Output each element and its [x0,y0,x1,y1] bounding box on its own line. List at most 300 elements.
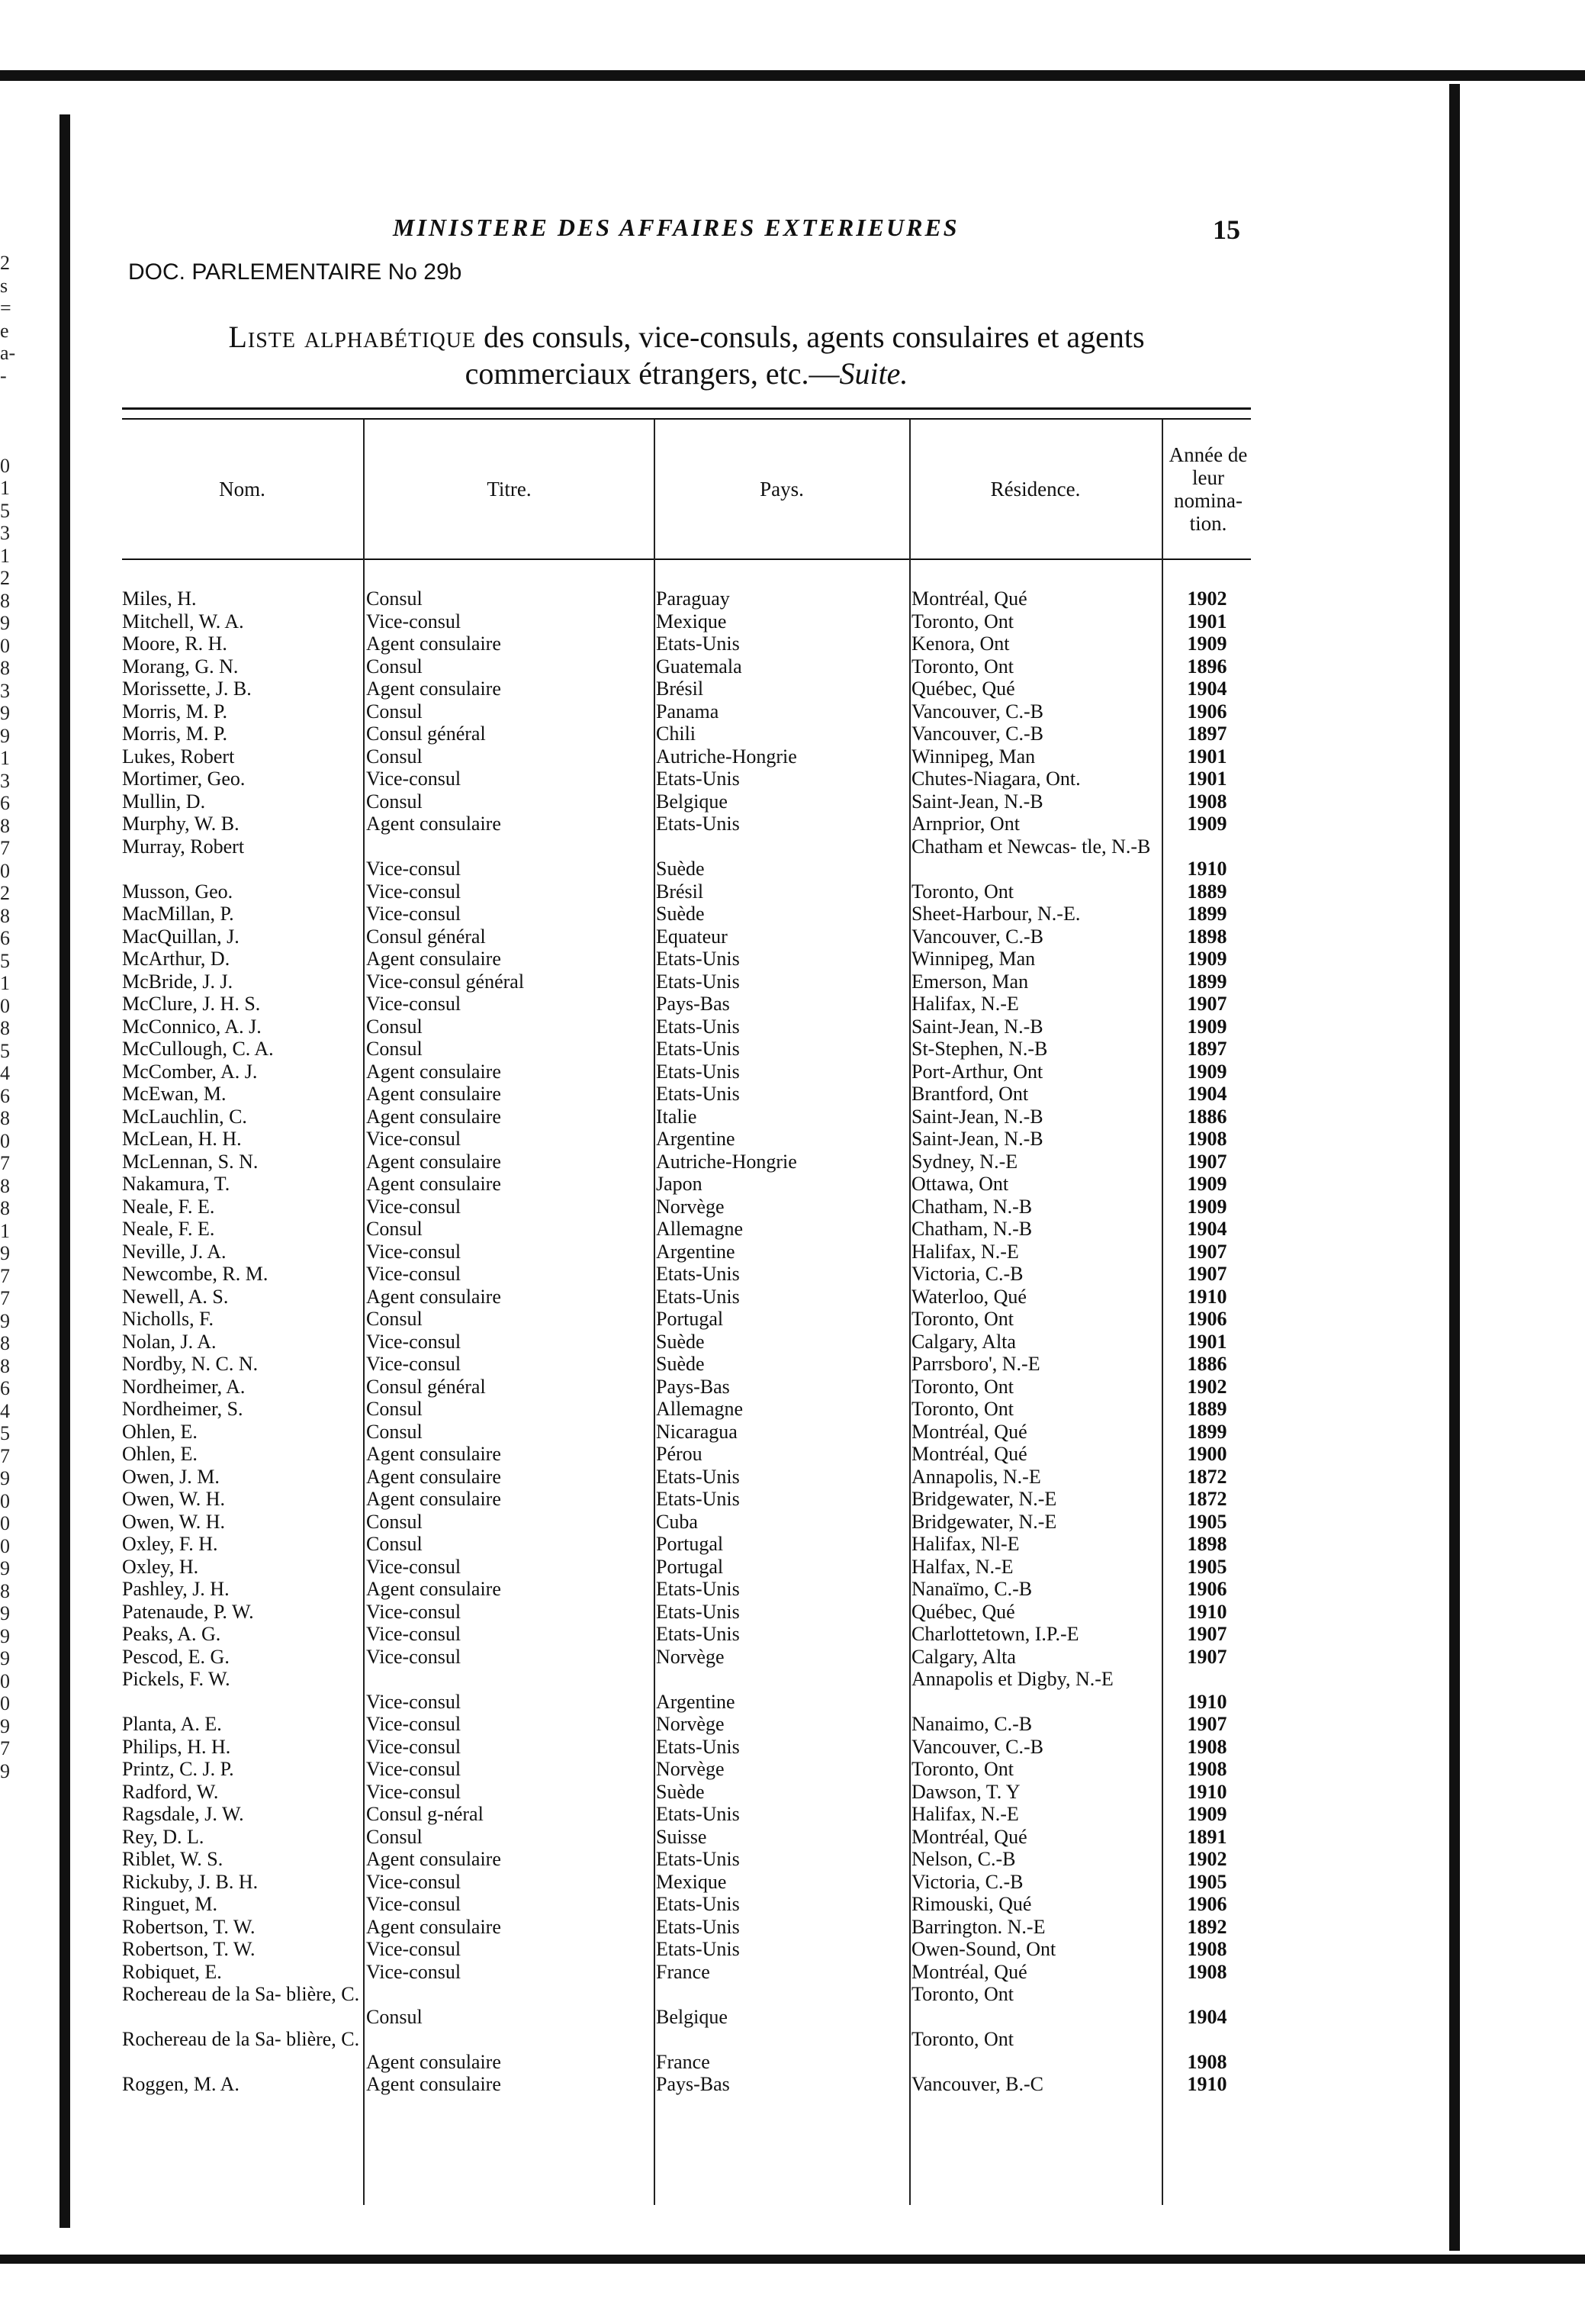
cell-annee: 1910 [1187,1285,1227,1308]
cell-residence: Saint-Jean, N.-B [911,1105,1043,1128]
cell-titre: Agent consulaire [366,1465,501,1488]
cell-pays: Suède [656,858,705,880]
cell-residence: Nanaïmo, C.-B [911,1578,1033,1600]
cell-residence: Toronto, Ont [911,610,1014,633]
cell-titre: Agent consulaire [366,1105,501,1128]
edge-fragment: 8 [0,1579,10,1602]
edge-fragment: 8 [0,1017,10,1039]
cell-titre: Consul [366,1420,423,1443]
cell-pays: Etats-Unis [656,813,740,835]
cell-annee: 1908 [1187,1938,1227,1960]
table-row [122,813,1251,835]
cell-nom: Printz, C. J. P. [122,1758,234,1780]
edge-fragment: 9 [0,1467,10,1489]
cell-titre: Vice-consul [366,1713,461,1735]
cell-annee: 1909 [1187,948,1227,970]
edge-fragment: 7 [0,1737,10,1759]
cell-annee: 1896 [1187,655,1227,678]
cell-titre: Vice-consul [366,1645,461,1668]
cell-residence: Winnipeg, Man [911,948,1036,970]
cell-nom: Morris, M. P. [122,700,227,723]
cell-titre: Agent consulaire [366,2050,501,2073]
table-row [122,1016,1251,1038]
cell-pays: Pérou [656,1443,702,1465]
cell-residence: Montréal, Qué [911,1443,1027,1465]
cell-titre: Consul [366,2005,423,2028]
cell-nom: Pickels, F. W. [122,1668,230,1690]
cell-titre: Vice-consul [366,1263,461,1285]
edge-fragment: 0 [0,1534,10,1557]
cell-titre: Agent consulaire [366,678,501,700]
table-row [122,1173,1251,1196]
cell-nom: McBride, J. J. [122,970,233,993]
cell-annee: 1910 [1187,1780,1227,1803]
cell-nom: Oxley, F. H. [122,1533,218,1555]
cell-pays: Norvège [656,1713,725,1735]
cell-annee: 1910 [1187,1600,1227,1623]
cell-nom: Murray, Robert [122,835,245,858]
cell-titre: Agent consulaire [366,1150,501,1173]
table-row [122,2028,1251,2073]
cell-annee: 1907 [1187,1713,1227,1735]
edge-fragment: 0 [0,1489,10,1512]
cell-titre: Vice-consul [366,1353,461,1375]
cell-nom: McCullough, C. A. [122,1038,274,1060]
cell-annee: 1902 [1187,587,1227,610]
cell-nom: McLauchlin, C. [122,1105,247,1128]
cell-pays: Suède [656,1780,705,1803]
cell-titre: Agent consulaire [366,1848,501,1870]
cell-residence: Emerson, Man [911,970,1029,993]
table-row [122,835,1251,880]
cell-annee: 1907 [1187,1645,1227,1668]
edge-fragment: 2 [0,252,10,274]
edge-fragment: 0 [0,634,10,657]
cell-residence: Saint-Jean, N.-B [911,1128,1043,1150]
cell-nom: Morris, M. P. [122,723,227,745]
cell-nom: Musson, Geo. [122,880,233,903]
cell-pays: Mexique [656,610,727,633]
edge-fragment [0,410,18,433]
table-row [122,1083,1251,1106]
cell-residence: Victoria, C.-B [911,1870,1024,1893]
cell-nom: Pashley, J. H. [122,1578,230,1600]
header-nom: Nom. [219,478,265,501]
edge-fragment: 5 [0,1422,10,1444]
edge-fragment: 7 [0,1444,10,1467]
edge-fragment [0,432,18,455]
cell-titre: Consul [366,745,423,768]
cell-titre: Vice-consul [366,1240,461,1263]
cell-pays: Cuba [656,1510,698,1533]
edge-fragment: 0 [0,994,10,1017]
edge-fragment: e [0,319,9,342]
cell-nom: Oxley, H. [122,1555,199,1578]
cell-residence: Montréal, Qué [911,1420,1027,1443]
cell-residence: Chatham, N.-B [911,1218,1033,1240]
cell-residence: Winnipeg, Man [911,745,1036,768]
cell-titre: Agent consulaire [366,2073,501,2095]
cell-annee: 1898 [1187,925,1227,948]
cell-titre: Vice-consul [366,1870,461,1893]
cell-pays: Etats-Unis [656,1893,740,1915]
edge-fragment: 9 [0,702,10,724]
cell-nom: McArthur, D. [122,948,230,970]
table-row [122,1938,1251,1961]
cell-residence: Vancouver, C.-B [911,925,1043,948]
cell-nom: Roggen, M. A. [122,2073,240,2095]
table-row [122,1218,1251,1241]
consul-table-body [122,587,1251,2096]
cell-pays: Etats-Unis [656,1578,740,1600]
cell-nom: McComber, A. J. [122,1060,258,1083]
cell-titre: Consul général [366,925,486,948]
cell-nom: Nordheimer, A. [122,1375,246,1398]
cell-residence: Sheet-Harbour, N.-E. [911,903,1081,925]
page-number: 15 [1213,214,1240,245]
cell-nom: Pescod, E. G. [122,1645,230,1668]
cell-titre: Consul [366,700,423,723]
table-row [122,1331,1251,1354]
cell-pays: Argentine [656,1240,735,1263]
cell-annee: 1904 [1187,678,1227,700]
cell-annee: 1900 [1187,1443,1227,1465]
cell-nom: McEwan, M. [122,1083,227,1105]
cell-annee: 1910 [1187,858,1227,880]
cell-pays: Brésil [656,678,704,700]
table-row [122,1781,1251,1804]
cell-pays: Panama [656,700,719,723]
cell-annee: 1907 [1187,1150,1227,1173]
cell-residence: Montréal, Qué [911,1825,1027,1848]
cell-nom: MacQuillan, J. [122,925,240,948]
table-row [122,1398,1251,1421]
cell-titre: Agent consulaire [366,1443,501,1465]
cell-residence: Saint-Jean, N.-B [911,790,1043,813]
cell-annee: 1901 [1187,768,1227,790]
cell-pays: Etats-Unis [656,768,740,790]
edge-fragment: 1 [0,747,10,769]
header-pays: Pays. [760,478,804,501]
cell-annee: 1901 [1187,610,1227,633]
cell-nom: McConnico, A. J. [122,1015,262,1038]
cell-nom: Mitchell, W. A. [122,610,244,633]
edge-fragment: 6 [0,927,10,949]
cell-pays: Portugal [656,1308,724,1330]
cell-titre: Vice-consul [366,1555,461,1578]
cell-annee: 1910 [1187,2073,1227,2095]
table-row [122,1623,1251,1646]
edge-fragment: 7 [0,837,10,859]
cell-titre: Vice-consul [366,768,461,790]
cell-pays: France [656,1960,710,1983]
cell-pays: Etats-Unis [656,1803,740,1825]
cell-nom: Lukes, Robert [122,745,235,768]
cell-annee: 1901 [1187,1330,1227,1353]
header-annee: Année de leur nomina- tion. [1169,443,1248,535]
cell-titre: Vice-consul [366,1960,461,1983]
cell-nom: Nicholls, F. [122,1308,214,1330]
table-row [122,610,1251,633]
cell-annee: 1872 [1187,1488,1227,1510]
cell-annee: 1904 [1187,2005,1227,2028]
cell-nom: Robertson, T. W. [122,1915,256,1938]
cell-annee: 1906 [1187,700,1227,723]
cell-nom: Newcombe, R. M. [122,1263,268,1285]
cell-nom: Rochereau de la Sa- blière, C. [122,1983,360,2005]
title-caps: Liste alphabétique [228,320,477,354]
cell-titre: Consul [366,790,423,813]
table-row [122,1983,1251,2028]
edge-fragment: 9 [0,724,10,747]
edge-fragment: 6 [0,1377,10,1399]
cell-annee: 1892 [1187,1915,1227,1938]
cell-titre: Consul général [366,723,486,745]
left-edge-bleed-fragments [0,252,18,1782]
table-row [122,655,1251,678]
cell-pays: Mexique [656,1870,727,1893]
table-row [122,1826,1251,1849]
cell-residence: Toronto, Ont [911,1983,1014,2005]
cell-residence: Toronto, Ont [911,2028,1014,2050]
cell-residence: Québec, Qué [911,678,1015,700]
cell-annee: 1901 [1187,745,1227,768]
cell-pays: Norvège [656,1645,725,1668]
cell-residence: Vancouver, C.-B [911,700,1043,723]
edge-fragment: 9 [0,1602,10,1624]
cell-residence: Toronto, Ont [911,880,1014,903]
edge-fragment: 5 [0,1039,10,1062]
cell-nom: Nolan, J. A. [122,1330,217,1353]
cell-pays: Belgique [656,2005,728,2028]
cell-pays: Etats-Unis [656,1735,740,1758]
table-row [122,745,1251,768]
cell-annee: 1904 [1187,1083,1227,1105]
cell-annee: 1891 [1187,1825,1227,1848]
title-line1: des consuls, vice-consuls, agents consulaires et agents [476,320,1145,354]
cell-residence: Montréal, Qué [911,1960,1027,1983]
edge-fragment: 8 [0,1107,10,1129]
cell-pays: Guatemala [656,655,742,678]
cell-annee: 1904 [1187,1218,1227,1240]
table-row [122,1511,1251,1534]
cell-residence: Halifax, N.-E [911,1803,1019,1825]
table-row [122,1353,1251,1376]
cell-titre: Agent consulaire [366,1060,501,1083]
table-row [122,768,1251,790]
cell-titre: Vice-consul [366,1893,461,1915]
cell-annee: 1886 [1187,1105,1227,1128]
table-row [122,1488,1251,1511]
cell-titre: Agent consulaire [366,1578,501,1600]
table-row [122,1241,1251,1263]
edge-fragment: 1 [0,1219,10,1242]
cell-residence: Québec, Qué [911,1600,1015,1623]
cell-pays: Italie [656,1105,697,1128]
cell-nom: Nakamura, T. [122,1173,230,1195]
table-header [122,420,1251,558]
table-row [122,903,1251,925]
cell-titre: Vice-consul général [366,970,525,993]
cell-nom: Neale, F. E. [122,1195,215,1218]
cell-residence: Vancouver, C.-B [911,1735,1043,1758]
cell-pays: Etats-Unis [656,1083,740,1105]
edge-fragment: 8 [0,1174,10,1197]
cell-nom: Robertson, T. W. [122,1938,256,1960]
cell-residence: Annapolis et Digby, N.-E [911,1668,1114,1690]
cell-titre: Consul [366,1015,423,1038]
cell-nom: Nordby, N. C. N. [122,1353,259,1375]
cell-pays: Etats-Unis [656,970,740,993]
cell-pays: France [656,2050,710,2073]
cell-pays: Portugal [656,1555,724,1578]
cell-titre: Vice-consul [366,1690,461,1713]
edge-fragment: 8 [0,1354,10,1377]
cell-titre: Agent consulaire [366,633,501,655]
cell-residence: Owen-Sound, Ont [911,1938,1056,1960]
cell-residence: Nelson, C.-B [911,1848,1016,1870]
cell-annee: 1889 [1187,880,1227,903]
edge-fragment: 9 [0,1647,10,1669]
table-row [122,1848,1251,1871]
edge-fragment: 1 [0,477,10,499]
cell-pays: Argentine [656,1690,735,1713]
table-row [122,1713,1251,1736]
table-row [122,1263,1251,1286]
cell-nom: Miles, H. [122,587,197,610]
cell-pays: Allemagne [656,1398,744,1420]
table-row [122,1106,1251,1128]
cell-nom: Rochereau de la Sa- blière, C. [122,2028,360,2050]
cell-titre: Agent consulaire [366,1915,501,1938]
page-border-right [1449,84,1460,2251]
cell-residence: Halifax, N.-E [911,993,1019,1015]
cell-annee: 1907 [1187,1623,1227,1645]
cell-titre: Vice-consul [366,1195,461,1218]
table-row [122,1443,1251,1466]
cell-pays: Etats-Unis [656,1285,740,1308]
cell-annee: 1909 [1187,1195,1227,1218]
cell-annee: 1909 [1187,1803,1227,1825]
table-row [122,1803,1251,1826]
cell-pays: Etats-Unis [656,633,740,655]
table-row [122,790,1251,813]
cell-nom: Ohlen, E. [122,1420,198,1443]
cell-annee: 1906 [1187,1578,1227,1600]
cell-residence: St-Stephen, N.-B [911,1038,1048,1060]
table-row [122,1646,1251,1669]
edge-fragment: 7 [0,1287,10,1309]
cell-annee: 1908 [1187,1758,1227,1780]
cell-titre: Vice-consul [366,1735,461,1758]
cell-pays: Paraguay [656,587,730,610]
page-border-left [59,114,70,2228]
table-row [122,925,1251,948]
cell-nom: Newell, A. S. [122,1285,229,1308]
table-row [122,1668,1251,1713]
cell-pays: Autriche-Hongrie [656,1150,797,1173]
edge-fragment: 9 [0,1714,10,1737]
header-residence: Résidence. [990,478,1081,501]
cell-titre: Vice-consul [366,1623,461,1645]
table-row [122,1578,1251,1601]
table-row [122,1308,1251,1331]
cell-pays: Suisse [656,1825,707,1848]
cell-annee: 1908 [1187,1735,1227,1758]
cell-residence: Chutes-Niagara, Ont. [911,768,1081,790]
cell-annee: 1899 [1187,970,1227,993]
cell-titre: Consul [366,1510,423,1533]
cell-nom: Ragsdale, J. W. [122,1803,244,1825]
cell-residence: Annapolis, N.-E [911,1465,1041,1488]
cell-pays: Pays-Bas [656,993,730,1015]
cell-nom: Owen, J. M. [122,1465,220,1488]
cell-residence: Chatham et Newcas- tle, N.-B [911,835,1151,858]
page-border-bottom [0,2255,1585,2264]
table-row [122,1601,1251,1624]
cell-nom: Neale, F. E. [122,1218,215,1240]
cell-annee: 1905 [1187,1870,1227,1893]
cell-titre: Consul [366,587,423,610]
edge-fragment: 0 [0,1512,10,1534]
cell-pays: Norvège [656,1758,725,1780]
cell-annee: 1905 [1187,1555,1227,1578]
cell-annee: 1906 [1187,1893,1227,1915]
table-row [122,633,1251,655]
cell-residence: Vancouver, B.-C [911,2073,1043,2095]
edge-fragment: 1 [0,544,10,567]
table-row [122,1128,1251,1151]
cell-pays: Etats-Unis [656,1060,740,1083]
cell-pays: Pays-Bas [656,2073,730,2095]
cell-pays: Suède [656,903,705,925]
edge-fragment: 7 [0,1152,10,1174]
cell-pays: Etats-Unis [656,1600,740,1623]
table-row [122,723,1251,745]
edge-fragment: 6 [0,1084,10,1107]
cell-residence: Arnprior, Ont [911,813,1020,835]
cell-nom: Planta, A. E. [122,1713,222,1735]
running-head: MINISTERE DES AFFAIRES EXTERIEURES [393,214,960,241]
cell-titre: Vice-consul [366,903,461,925]
cell-pays: Belgique [656,790,728,813]
cell-nom: Nordheimer, S. [122,1398,243,1420]
title-line2-italic: Suite. [839,356,908,391]
title-line2: commerciaux étrangers, etc.— [465,356,840,391]
edge-fragment: s [0,274,8,297]
cell-titre: Agent consulaire [366,1285,501,1308]
cell-pays: Etats-Unis [656,1488,740,1510]
table-row [122,970,1251,993]
cell-pays: Suède [656,1330,705,1353]
edge-fragment: 8 [0,1332,10,1354]
cell-titre: Consul [366,655,423,678]
cell-residence: Sydney, N.-E [911,1150,1018,1173]
cell-titre: Consul général [366,1375,486,1398]
cell-titre: Vice-consul [366,1938,461,1960]
cell-titre: Vice-consul [366,1330,461,1353]
table-row [122,700,1251,723]
cell-pays: Brésil [656,880,704,903]
cell-pays: Norvège [656,1195,725,1218]
cell-titre: Vice-consul [366,858,461,880]
cell-nom: Mullin, D. [122,790,206,813]
page-title [126,319,1247,392]
cell-pays: Etats-Unis [656,1465,740,1488]
cell-titre: Vice-consul [366,610,461,633]
edge-fragment: 8 [0,1197,10,1219]
cell-pays: Etats-Unis [656,1015,740,1038]
